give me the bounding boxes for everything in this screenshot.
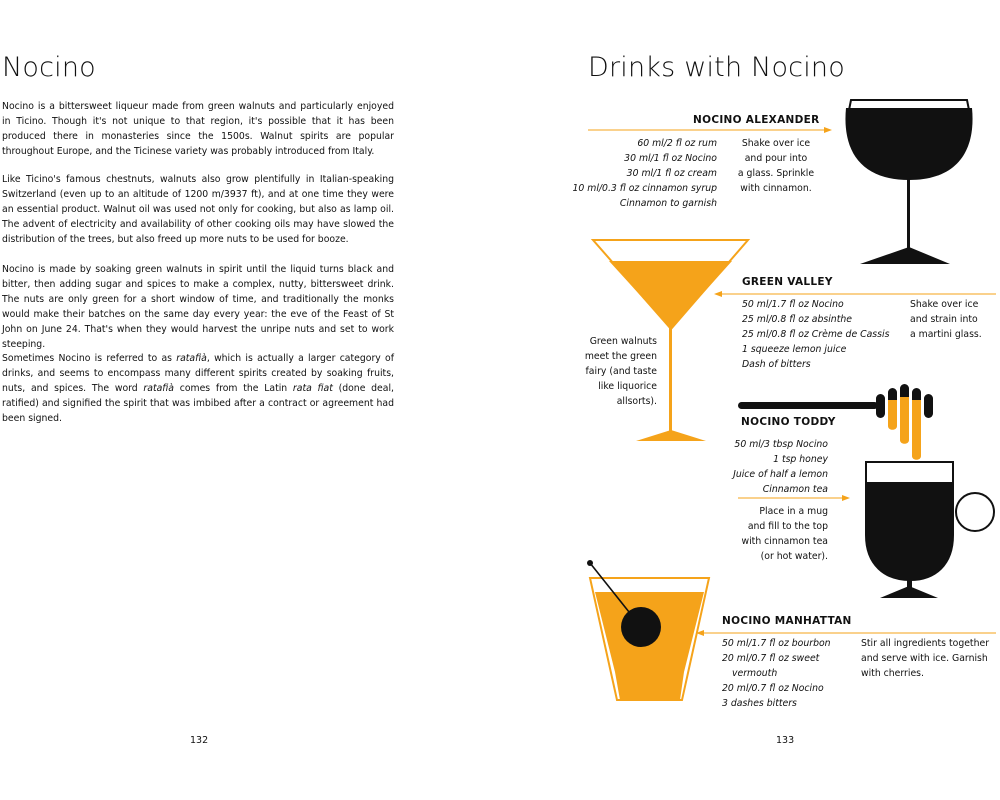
method-alexander-line: and pour into <box>744 153 808 164</box>
method-toddy-line: Place in a mug <box>759 506 828 517</box>
method-green-valley-line: and strain into <box>910 314 978 325</box>
page-number-left: 132 <box>190 735 209 746</box>
side-note-line: fairy (and taste <box>585 366 657 377</box>
ingredient-list-alexander-line: 60 ml/2 fl oz rum <box>637 138 717 149</box>
method-green-valley-line: Shake over ice <box>910 299 979 310</box>
ingredient-list-toddy-line: Juice of half a lemon <box>733 469 828 480</box>
italic-term: ratafià <box>143 383 174 394</box>
ingredient-list-toddy-line: 50 ml/3 tbsp Nocino <box>734 439 828 450</box>
ingredient-list-manhattan-line: 50 ml/1.7 fl oz bourbon <box>722 638 831 649</box>
side-note-line: Green walnuts <box>589 336 657 347</box>
method-toddy-line: and fill to the top <box>747 521 828 532</box>
ingredient-list-green-valley-line: 50 ml/1.7 fl oz Nocino <box>742 299 844 310</box>
ingredient-list-toddy <box>700 437 828 497</box>
page-title-right: Drinks with Nocino <box>588 52 845 83</box>
method-toddy <box>722 504 828 564</box>
history-paragraph <box>2 172 394 247</box>
recipe-title-alexander: NOCINO ALEXANDER <box>693 114 820 126</box>
italic-term: rata fiat <box>292 383 333 394</box>
page-title: Nocino <box>2 52 96 83</box>
ingredient-list-green-valley-line: 1 squeeze lemon juice <box>742 344 847 355</box>
method-toddy-line: with cinnamon tea <box>741 536 828 547</box>
recipe-title-green-valley: GREEN VALLEY <box>742 276 833 288</box>
paragraph-text: Like Ticino's famous chestnuts, walnuts also grow plentifully in Italian-speaking Switzerland (even up to an altitude of 1200 m/3937 ft), and at one time they were an essential product. Walnut oil was used not only for cooking, but also as lamp oil. The advent of electricity and availability of other cooking oils may have slowed the distribution of the trees, but also freed up more nuts to be used for booze. <box>2 174 394 245</box>
ingredient-list-alexander-line: 30 ml/1 fl oz cream <box>626 168 717 179</box>
ingredient-list-alexander-line: 30 ml/1 fl oz Nocino <box>624 153 717 164</box>
method-manhattan <box>861 636 997 681</box>
ingredient-list-toddy-line: Cinnamon tea <box>762 484 828 495</box>
paragraph-text: , which is actually a larger category of drinks, and seems to encompass many different spirits created by soaking fruits, nuts, and spices. The word <box>2 353 395 394</box>
recipe-title-manhattan: NOCINO MANHATTAN <box>722 615 852 627</box>
method-manhattan-line: with cherries. <box>861 668 924 679</box>
italic-term: ratafià <box>176 353 207 364</box>
paragraph-text: Nocino is made by soaking green walnuts in spirit until the liquid turns black and bitter, then adding sugar and spices to make a complex, nutty, bittersweet drink. The nuts are only green for a short window of time, and traditionally the monks would make their batches on the same day every year: the eve of the Feast of St John on June 24. That's when they would harvest the unripe nuts and set to work steeping. <box>2 264 394 350</box>
method-alexander-line: a glass. Sprinkle <box>737 168 815 179</box>
method-toddy-line: (or hot water). <box>760 551 828 562</box>
ingredient-list-toddy-line: 1 tsp honey <box>773 454 828 465</box>
method-green-valley-line: a martini glass. <box>910 329 982 340</box>
ingredient-list-green-valley <box>742 297 902 372</box>
ingredient-list-manhattan-line: 3 dashes bitters <box>722 698 797 709</box>
mug-icon <box>866 462 994 598</box>
ratafia-paragraph <box>2 351 394 426</box>
ingredient-list-manhattan <box>722 636 852 711</box>
arrow-right-icon <box>588 127 832 133</box>
side-note-line: meet the green <box>584 351 657 362</box>
recipe-title-toddy: NOCINO TODDY <box>741 416 836 428</box>
paragraph-text: Sometimes Nocino is referred to as <box>2 353 177 364</box>
paragraph-text: Nocino is a bittersweet liqueur made from green walnuts and particularly enjoyed in Ticino. Though it's not unique to that region, it's possible that it has been produced there in monasteries since the 1500s. Walnut spirits are popular throughout Europe, and the Ticinese variety was probably introduced from Italy. <box>2 101 394 157</box>
ingredient-list-manhattan-line: vermouth <box>732 668 778 679</box>
ingredient-list-green-valley-line: Dash of bitters <box>742 359 811 370</box>
method-manhattan-line: Stir all ingredients together <box>861 638 990 649</box>
side-note <box>573 334 657 409</box>
method-green-valley <box>910 297 998 342</box>
production-paragraph <box>2 262 394 352</box>
method-alexander-line: Shake over ice <box>741 138 811 149</box>
ingredient-list-green-valley-line: 25 ml/0.8 fl oz Crème de Cassis <box>742 329 890 340</box>
paragraph-text: comes from the Latin <box>174 383 293 394</box>
method-manhattan-line: and serve with ice. Garnish <box>861 653 988 664</box>
ingredient-list-alexander <box>560 136 717 211</box>
method-alexander-line: with cinnamon. <box>740 183 812 194</box>
side-note-line: allsorts). <box>616 396 657 407</box>
side-note-line: like liquorice <box>598 381 657 392</box>
rocks-glass-with-cherry-icon <box>587 560 709 700</box>
coupe-glass-icon <box>845 100 972 264</box>
ingredient-list-alexander-line: Cinnamon to garnish <box>619 198 717 209</box>
ingredient-list-alexander-line: 10 ml/0.3 fl oz cinnamon syrup <box>572 183 717 194</box>
intro-paragraph <box>2 99 394 159</box>
ingredient-list-green-valley-line: 25 ml/0.8 fl oz absinthe <box>742 314 852 325</box>
paragraph-text: (done deal, ratified) and signified the spirit that was imbibed after a contract or agreement had been signed. <box>2 383 394 424</box>
ingredient-list-manhattan-line: 20 ml/0.7 fl oz sweet <box>722 653 820 664</box>
ingredient-list-manhattan-line: 20 ml/0.7 fl oz Nocino <box>722 683 824 694</box>
page-number-right: 133 <box>776 735 795 746</box>
method-alexander <box>733 136 819 196</box>
